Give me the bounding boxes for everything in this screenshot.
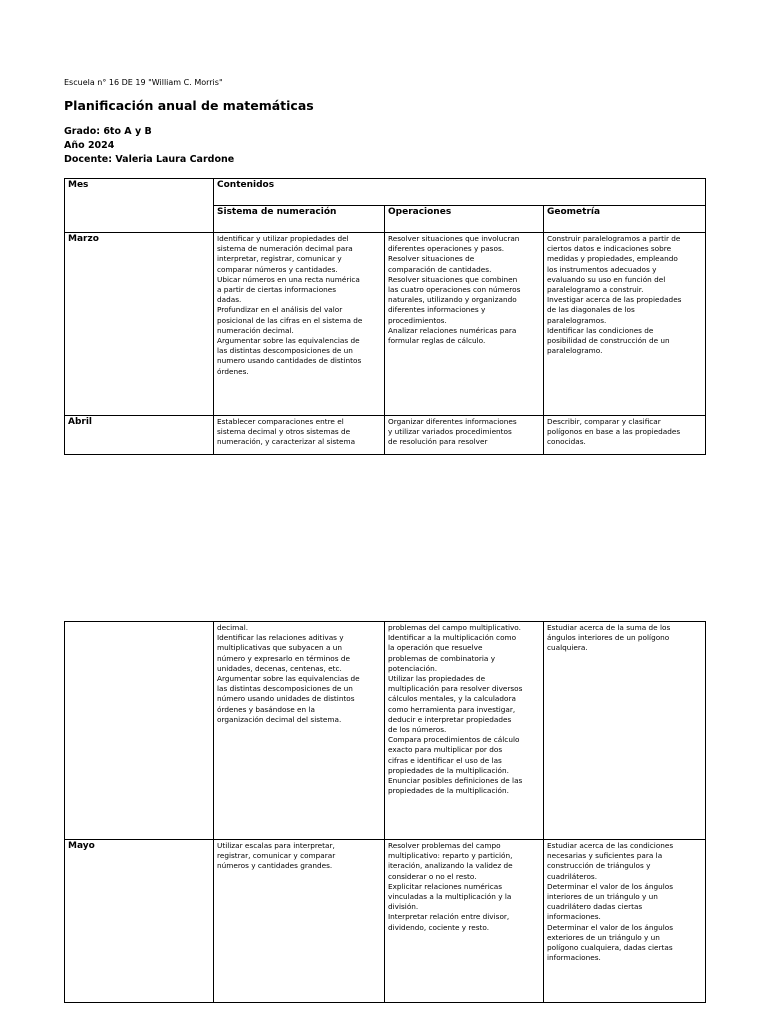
cell-text-line: medidas y propiedades, empleando xyxy=(547,254,678,264)
mayo-numeracion-cell xyxy=(214,840,385,1003)
cell-text-line: división. xyxy=(388,902,419,912)
month-abril-continued xyxy=(65,622,214,840)
cell-text-line: Determinar el valor de los ángulos xyxy=(547,922,674,932)
cell-text-line: Explicitar relaciones numéricas xyxy=(388,881,503,891)
cell-text-line: Describir, comparar y clasificar xyxy=(547,417,661,426)
abril-cont-operaciones-cell xyxy=(385,622,544,840)
cell-text-line: potenciación. xyxy=(388,663,438,673)
cell-text-line: Interpretar relación entre divisor, xyxy=(388,912,510,922)
cell-text-line: posicional de las cifras en el sistema de xyxy=(217,315,363,325)
cell-text-line: Argumentar sobre las equivalencias de xyxy=(217,336,360,346)
cell-text-line: vinculadas a la multiplicación y la xyxy=(388,892,512,902)
cell-text-line: sistema decimal y otros sistemas de xyxy=(217,427,351,437)
cell-text-line: exacto para multiplicar por dos xyxy=(388,745,503,755)
abril-geometria-cell xyxy=(544,416,706,455)
cell-text-line: cifras e identificar el uso de las xyxy=(388,755,502,765)
abril-cont-geometria-cell xyxy=(544,622,706,840)
cell-text-line: Utilizar escalas para interpretar, xyxy=(217,841,335,850)
cell-text-line: necesarias y suficientes para la xyxy=(547,851,663,861)
cell-text-line: de los números. xyxy=(388,725,447,735)
cell-text-line: unidades, decenas, centenas, etc. xyxy=(217,663,342,673)
header-sistema-numeracion: Sistema de numeración xyxy=(214,206,385,233)
cell-text-line: polígonos en base a las propiedades xyxy=(547,427,681,437)
cell-text-line: evaluando su uso en función del xyxy=(547,274,666,284)
cell-text-line: dadas. xyxy=(217,295,242,305)
mayo-operaciones-cell xyxy=(385,840,544,1003)
cell-text-line: Estudiar acerca de las condiciones xyxy=(547,841,674,850)
abril-cont-numeracion-cell xyxy=(214,622,385,840)
cell-text-line: numero usando cantidades de distintos xyxy=(217,356,362,366)
cell-text-line: multiplicación para resolver diversos xyxy=(388,684,523,694)
cell-text-line: cuadrilátero dadas ciertas xyxy=(547,902,643,912)
cell-text-line: de resolución para resolver xyxy=(388,437,488,447)
cell-text-line: multiplicativo: reparto y partición, xyxy=(388,851,513,861)
header-contenidos: Contenidos xyxy=(214,179,706,206)
cell-text-line: Identificar y utilizar propiedades del xyxy=(217,234,349,243)
cell-text-line: Profundizar en el análisis del valor xyxy=(217,305,343,315)
cell-text-line: Enunciar posibles definiciones de las xyxy=(388,776,523,786)
cell-text-line: problemas del campo multiplicativo. xyxy=(388,623,521,632)
table-row-abril xyxy=(65,416,706,455)
cell-text-line: sistema de numeración decimal para xyxy=(217,244,353,254)
planning-table-page-2 xyxy=(64,621,706,1003)
cell-text-line: iteración, analizando la validez de xyxy=(388,861,513,871)
cell-text-line: organización decimal del sistema. xyxy=(217,714,342,724)
cell-text-line: considerar o no el resto. xyxy=(388,871,477,881)
cell-text-line: órdenes. xyxy=(217,366,249,376)
abril-operaciones-cell xyxy=(385,416,544,455)
teacher-line: Docente: Valeria Laura Cardone xyxy=(64,154,235,165)
cell-text-line: polígono cualquiera, dadas ciertas xyxy=(547,943,673,953)
cell-text-line: Investigar acerca de las propiedades xyxy=(547,295,682,305)
cell-text-line: Ubicar números en una recta numérica xyxy=(217,274,360,284)
cell-text-line: diferentes informaciones y xyxy=(388,305,486,315)
cell-text-line: Argumentar sobre las equivalencias de xyxy=(217,674,360,684)
cell-text-line: posibilidad de construcción de un xyxy=(547,336,670,346)
year-line: Año 2024 xyxy=(64,140,115,151)
cell-text-line: ciertos datos e indicaciones sobre xyxy=(547,244,672,254)
cell-text-line: decimal. xyxy=(217,623,249,632)
cell-text-line: Resolver situaciones que involucran xyxy=(388,234,520,243)
cell-text-line: a partir de ciertas informaciones xyxy=(217,285,337,295)
cell-text-line: exteriores de un triángulo y un xyxy=(547,932,660,942)
cell-text-line: naturales, utilizando y organizando xyxy=(388,295,517,305)
cell-text-line: Determinar el valor de los ángulos xyxy=(547,881,674,891)
header-operaciones: Operaciones xyxy=(385,206,544,233)
cell-text-line: Identificar a la multiplicación como xyxy=(388,633,517,643)
cell-text-line: número y expresarlo en términos de xyxy=(217,653,350,663)
mayo-geometria-cell xyxy=(544,840,706,1003)
cell-text-line: Resolver situaciones de xyxy=(388,254,475,264)
cell-text-line: construcción de triángulos y xyxy=(547,861,651,871)
cell-text-line: interpretar, registrar, comunicar y xyxy=(217,254,342,264)
cell-text-line: números y cantidades grandes. xyxy=(217,861,333,871)
cell-text-line: las distintas descomposiciones de un xyxy=(217,684,353,694)
cell-text-line: cualquiera. xyxy=(547,643,588,653)
abril-numeracion-cell xyxy=(214,416,385,455)
cell-text-line: paralelogramo. xyxy=(547,346,603,356)
marzo-geometria-cell xyxy=(544,233,706,416)
cell-text-line: dividendo, cociente y resto. xyxy=(388,922,490,932)
cell-text-line: número usando unidades de distintos xyxy=(217,694,355,704)
cell-text-line: procedimientos. xyxy=(388,315,447,325)
cell-text-line: Resolver problemas del campo xyxy=(388,841,501,850)
cell-text-line: comparar números y cantidades. xyxy=(217,264,338,274)
header-mes: Mes xyxy=(65,179,214,233)
cell-text-line: órdenes y basándose en la xyxy=(217,704,315,714)
cell-text-line: numeración, y caracterizar al sistema xyxy=(217,437,356,447)
cell-text-line: cuadriláteros. xyxy=(547,871,598,881)
cell-text-line: Identificar las relaciones aditivas y xyxy=(217,633,344,643)
table-row-mayo xyxy=(65,840,706,1003)
cell-text-line: numeración decimal. xyxy=(217,325,294,335)
cell-text-line: Utilizar las propiedades de xyxy=(388,674,486,684)
cell-text-line: deducir e interpretar propiedades xyxy=(388,714,512,724)
table-row-marzo xyxy=(65,233,706,416)
cell-text-line: los instrumentos adecuados y xyxy=(547,264,657,274)
cell-text-line: Establecer comparaciones entre el xyxy=(217,417,344,426)
cell-text-line: Organizar diferentes informaciones xyxy=(388,417,517,426)
cell-text-line: la operación que resuelve xyxy=(388,643,483,653)
cell-text-line: las cuatro operaciones con números xyxy=(388,285,521,295)
cell-text-line: cálculos mentales, y la calculadora xyxy=(388,694,516,704)
cell-text-line: Construir paralelogramos a partir de xyxy=(547,234,681,243)
cell-text-line: Analizar relaciones numéricas para xyxy=(388,325,517,335)
cell-text-line: registrar, comunicar y comparar xyxy=(217,851,336,861)
cell-text-line: las distintas descomposiciones de un xyxy=(217,346,353,356)
cell-text-line: problemas de combinatoria y xyxy=(388,653,496,663)
table-row-abril-continued xyxy=(65,622,706,840)
cell-text-line: paralelogramos. xyxy=(547,315,607,325)
month-mayo: Mayo xyxy=(65,840,214,1003)
month-abril: Abril xyxy=(65,416,214,455)
planning-table-page-1 xyxy=(64,178,706,455)
school-name: Escuela n° 16 DE 19 "William C. Morris" xyxy=(64,78,223,87)
cell-text-line: Identificar las condiciones de xyxy=(547,325,654,335)
marzo-operaciones-cell xyxy=(385,233,544,416)
cell-text-line: interiores de un triángulo y un xyxy=(547,892,658,902)
cell-text-line: propiedades de la multiplicación. xyxy=(388,765,509,775)
cell-text-line: informaciones. xyxy=(547,953,601,963)
cell-text-line: informaciones. xyxy=(547,912,601,922)
month-marzo: Marzo xyxy=(65,233,214,416)
cell-text-line: comparación de cantidades. xyxy=(388,264,492,274)
cell-text-line: formular reglas de cálculo. xyxy=(388,336,486,346)
document-title: Planificación anual de matemáticas xyxy=(64,98,314,113)
grade-line: Grado: 6to A y B xyxy=(64,126,152,137)
marzo-numeracion-cell xyxy=(214,233,385,416)
cell-text-line: como herramienta para investigar, xyxy=(388,704,516,714)
cell-text-line: Estudiar acerca de la suma de los xyxy=(547,623,671,632)
cell-text-line: ángulos interiores de un polígono xyxy=(547,633,670,643)
cell-text-line: multiplicativas que subyacen a un xyxy=(217,643,343,653)
cell-text-line: de las diagonales de los xyxy=(547,305,635,315)
cell-text-line: Compara procedimientos de cálculo xyxy=(388,735,520,745)
header-geometria: Geometría xyxy=(544,206,706,233)
cell-text-line: Resolver situaciones que combinen xyxy=(388,274,518,284)
cell-text-line: paralelogramo a construir. xyxy=(547,285,644,295)
cell-text-line: propiedades de la multiplicación. xyxy=(388,786,509,796)
cell-text-line: diferentes operaciones y pasos. xyxy=(388,244,505,254)
cell-text-line: y utilizar variados procedimientos xyxy=(388,427,512,437)
cell-text-line: conocidas. xyxy=(547,437,586,447)
